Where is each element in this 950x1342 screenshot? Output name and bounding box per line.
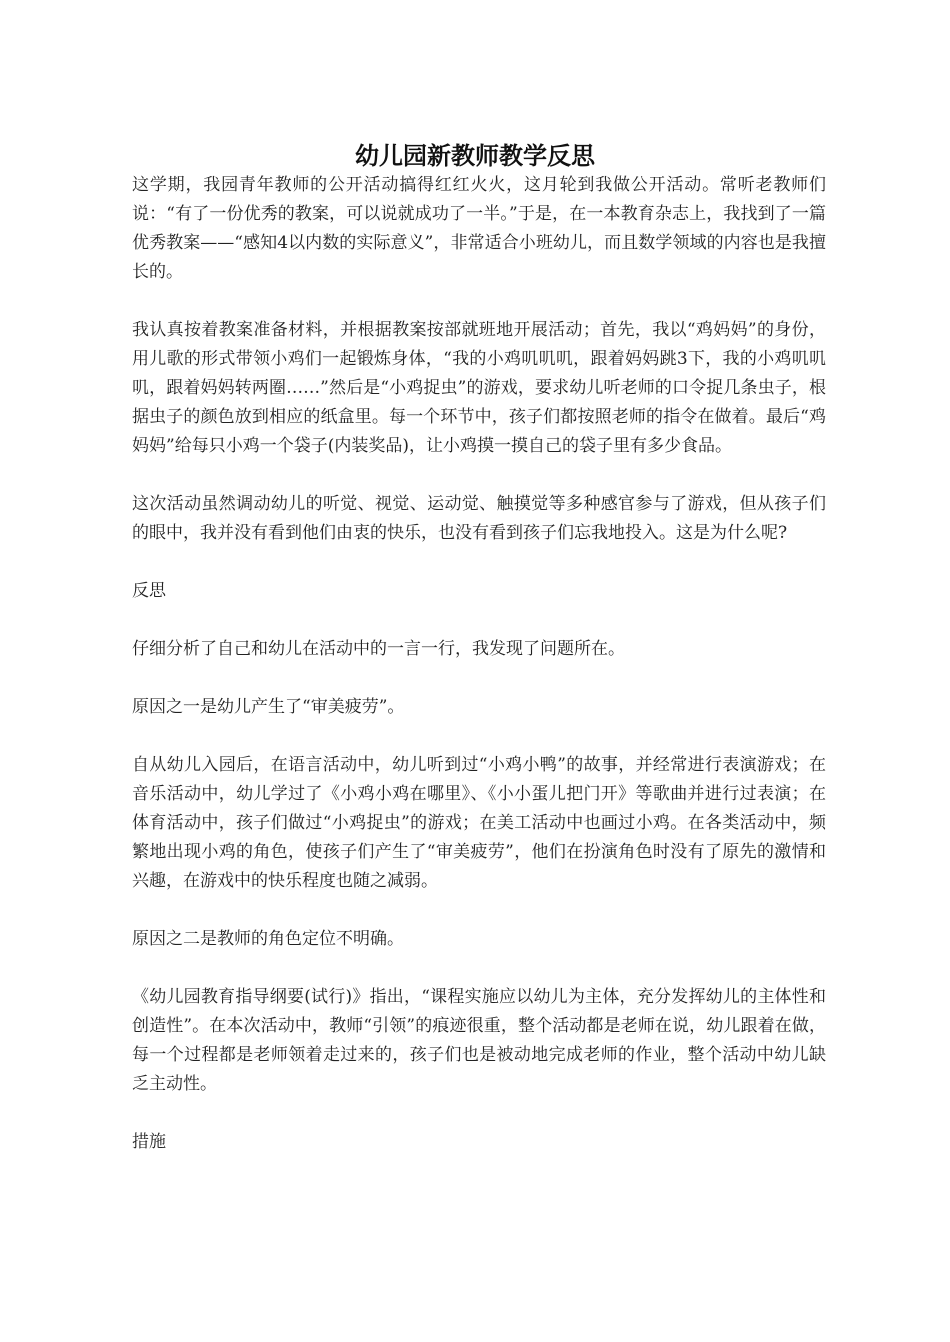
document-title: 幼儿园新教师教学反思 [355,141,595,170]
section-heading-measures: 措施 [132,1132,166,1152]
paragraph-reason-two: 原因之二是教师的角色定位不明确。 [132,929,404,949]
paragraph-activity: 我认真按着教案准备材料，并根据教案按部就班地开展活动；首先，我以“鸡妈妈”的身份，用儿歌的形式带领小鸡们一起锻炼身体，“我的小鸡叽叽叽，跟着妈妈跳3下，我的小鸡叽叽叽，跟着妈妈转两圈……”然后是“小鸡捉虫”的游戏，要求幼儿听老师的口令捉几条虫子，根据虫子的颜色放到相应的纸盒里。每一个环节中，孩子们都按照老师的指令在做着。最后“鸡妈妈”给每只小鸡一个袋子(内装奖品)，让小鸡摸一摸自己的袋子里有多少食品。 [132,320,826,456]
paragraph-reason-two-detail: 《幼儿园教育指导纲要(试行)》指出，“课程实施应以幼儿为主体，充分发挥幼儿的主体性和创造性”。在本次活动中，教师“引领”的痕迹很重，整个活动都是老师在说，幼儿跟着在做，每一个过程都是老师领着走过来的，孩子们也是被动地完成老师的作业，整个活动中幼儿缺乏主动性。 [132,987,826,1094]
section-heading-reflection: 反思 [132,581,166,601]
paragraph-intro: 这学期，我园青年教师的公开活动搞得红红火火，这月轮到我做公开活动。常听老教师们说：“有了一份优秀的教案，可以说就成功了一半。”于是，在一本教育杂志上，我找到了一篇优秀教案——“感知4以内数的实际意义”，非常适合小班幼儿，而且数学领域的内容也是我擅长的。 [132,175,826,282]
paragraph-observation: 这次活动虽然调动幼儿的听觉、视觉、运动觉、触摸觉等多种感官参与了游戏，但从孩子们的眼中，我并没有看到他们由衷的快乐，也没有看到孩子们忘我地投入。这是为什么呢? [132,494,826,543]
paragraph-reason-one-detail: 自从幼儿入园后，在语言活动中，幼儿听到过“小鸡小鸭”的故事，并经常进行表演游戏；在音乐活动中，幼儿学过了《小鸡小鸡在哪里》、《小小蛋儿把门开》等歌曲并进行过表演；在体育活动中，孩子们做过“小鸡捉虫”的游戏；在美工活动中也画过小鸡。在各类活动中，频繁地出现小鸡的角色，使孩子们产生了“审美疲劳”，他们在扮演角色时没有了原先的激情和兴趣，在游戏中的快乐程度也随之减弱。 [132,755,826,891]
paragraph-reason-one: 原因之一是幼儿产生了“审美疲劳”。 [132,697,405,717]
paragraph-analysis: 仔细分析了自己和幼儿在活动中的一言一行，我发现了问题所在。 [132,639,625,659]
document-body [132,171,826,1186]
